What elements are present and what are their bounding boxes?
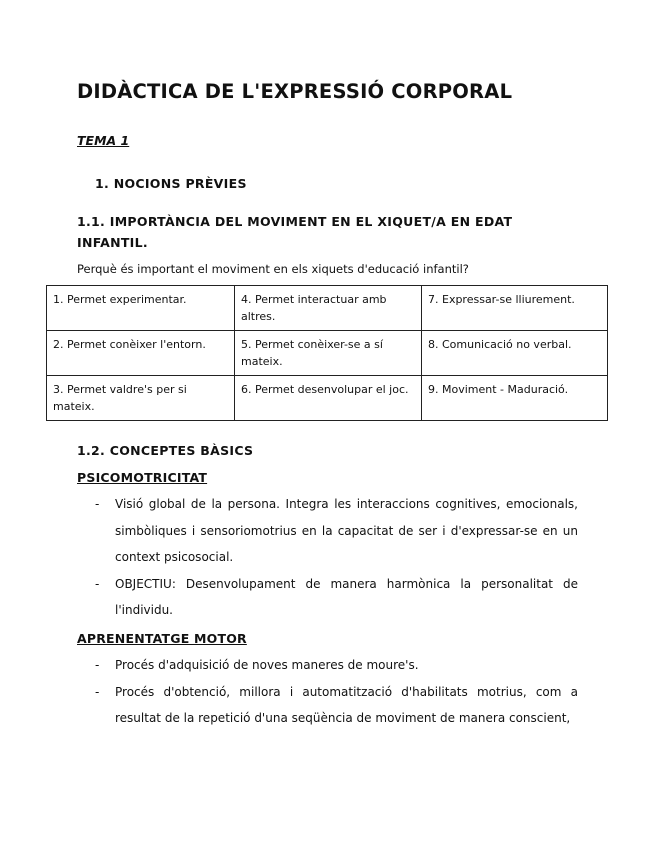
list-item-text: Procés d'adquisició de noves maneres de moure's. bbox=[115, 658, 419, 672]
table-cell: 4. Permet interactuar amb altres. bbox=[235, 286, 422, 331]
table-cell: 8. Comunicació no verbal. bbox=[422, 331, 608, 376]
aprenentatge-list bbox=[77, 652, 578, 732]
intro-question: Perquè és important el moviment en els xiquets d'educació infantil? bbox=[77, 262, 469, 276]
table-cell: 3. Permet valdre's per si mateix. bbox=[47, 376, 235, 421]
psicomotricitat-label: PSICOMOTRICITAT bbox=[77, 470, 208, 485]
reasons-table bbox=[46, 285, 608, 421]
list-item bbox=[77, 679, 578, 732]
table-row bbox=[47, 286, 608, 331]
section-heading-nocions: 1. NOCIONS PRÈVIES bbox=[95, 176, 247, 191]
list-item-text: Visió global de la persona. Integra les interaccions cognitives, emocionals, simbòliques i sensoriomotrius en la capacitat de ser i d'expressar-se en un context psicosocial. bbox=[115, 497, 578, 564]
aprenentatge-motor-label: APRENENTATGE MOTOR bbox=[77, 631, 247, 646]
table-row bbox=[47, 331, 608, 376]
dash-bullet: - bbox=[95, 684, 100, 699]
dash-bullet: - bbox=[95, 497, 100, 511]
table-cell: 5. Permet conèixer-se a sí mateix. bbox=[235, 331, 422, 376]
list-item bbox=[77, 571, 578, 624]
document-title: DIDÀCTICA DE L'EXPRESSIÓ CORPORAL bbox=[77, 80, 513, 103]
dash-bullet: - bbox=[95, 658, 100, 672]
list-item bbox=[77, 652, 578, 679]
table-cell: 6. Permet desenvolupar el joc. bbox=[235, 376, 422, 421]
tema-label: TEMA 1 bbox=[77, 133, 130, 148]
psicomotricitat-list bbox=[77, 491, 578, 624]
list-item-text: OBJECTIU: Desenvolupament de manera harmònica la personalitat de l'individu. bbox=[115, 576, 578, 617]
table-cell: 1. Permet experimentar. bbox=[47, 286, 235, 331]
section-heading-importancia-line1: 1.1. IMPORTÀNCIA DEL MOVIMENT EN EL XIQUET/A EN EDAT bbox=[77, 214, 513, 229]
table-cell: 7. Expressar-se lliurement. bbox=[422, 286, 608, 331]
section-heading-importancia-line2: INFANTIL. bbox=[77, 235, 148, 250]
table-cell: 2. Permet conèixer l'entorn. bbox=[47, 331, 235, 376]
list-item-text: Procés d'obtenció, millora i automatització d'habilitats motrius, com a resultat de la repetició d'una seqüència de moviment de manera conscient, bbox=[115, 684, 578, 725]
dash-bullet: - bbox=[95, 576, 100, 591]
section-heading-conceptes: 1.2. CONCEPTES BÀSICS bbox=[77, 443, 254, 458]
list-item bbox=[77, 491, 578, 571]
table-cell: 9. Moviment - Maduració. bbox=[422, 376, 608, 421]
table-row bbox=[47, 376, 608, 421]
